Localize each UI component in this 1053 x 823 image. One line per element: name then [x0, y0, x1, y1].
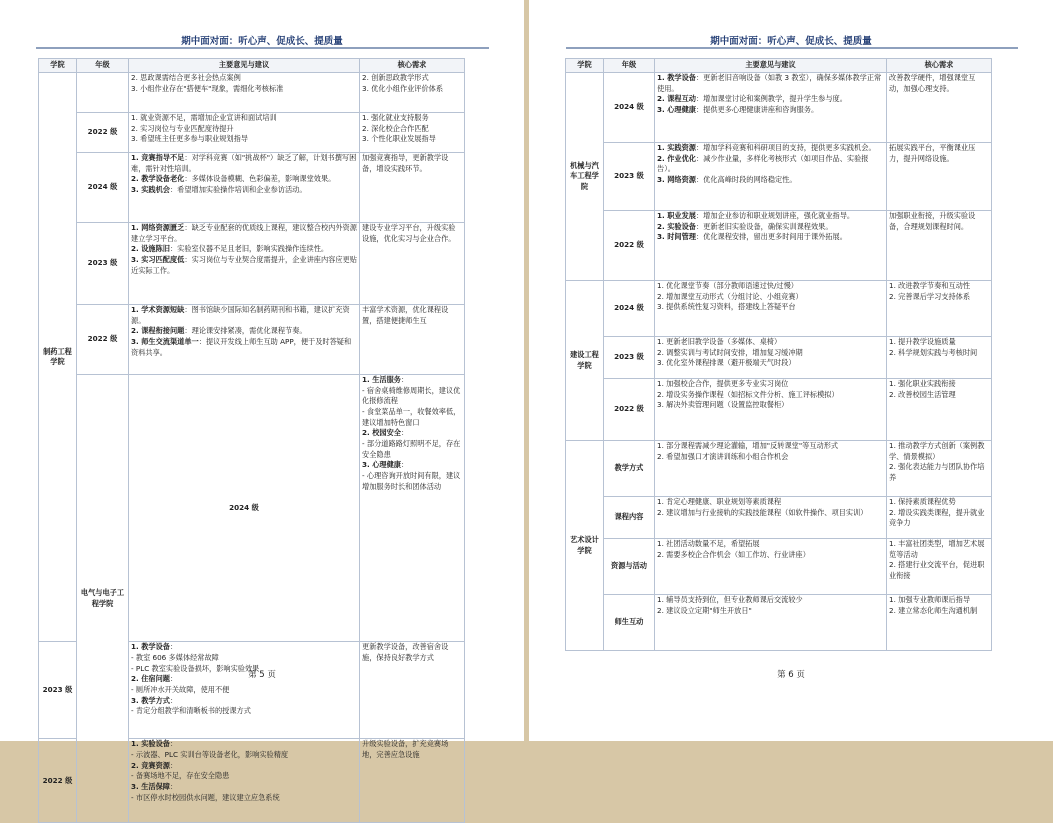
cell-line — [657, 390, 884, 401]
grade-cell: 2024 级 — [77, 153, 129, 223]
cell-line — [362, 223, 462, 244]
table-row — [566, 441, 992, 497]
bold-text: 2. 课程衔接问题 — [131, 326, 185, 336]
text: 3. 优化室外课程排课（避开极端天气时段） — [657, 358, 796, 368]
bold-text: 2. 课程互动 — [657, 94, 696, 104]
grade-cell: 2022 级 — [39, 739, 77, 823]
cell-line — [131, 750, 357, 761]
bold-text: 1. 生活服务 — [362, 375, 401, 384]
text: 改善教学硬件，增强课堂互动，加强心理支持。 — [889, 73, 976, 93]
grade-cell: 2022 级 — [77, 113, 129, 153]
text: 3. 希望班主任更多参与职业规划指导 — [131, 134, 248, 144]
grade-cell: 师生互动 — [604, 595, 655, 651]
cell-line — [131, 337, 357, 358]
text: ： — [169, 695, 178, 705]
cell-line — [362, 739, 462, 760]
text: ：多媒体设备模糊、色彩偏差，影响课堂效果。 — [184, 174, 336, 184]
suggestions-cell — [655, 441, 887, 497]
table-header-row — [39, 59, 465, 73]
cell-line — [362, 428, 462, 439]
school-cell: 制药工程学院 — [39, 73, 77, 642]
text: ： — [169, 642, 178, 652]
cell-line — [889, 348, 989, 359]
text: 2. 实习岗位与专业匹配度待提升 — [131, 123, 234, 133]
document-page-6 — [529, 0, 1053, 741]
needs-cell — [887, 73, 992, 143]
cell-line — [889, 211, 989, 232]
text: 丰富学术资源，优化课程设置，搭建便捷师生互 — [362, 305, 449, 325]
text: 2. 增加课堂互动形式（分组讨论、小组竞赛） — [657, 291, 803, 301]
grade-cell: 教学方式 — [604, 441, 655, 497]
text: 1. 社团活动数量不足，希望拓展 — [657, 539, 760, 548]
text: ：优化高峰时段的网络稳定性。 — [695, 174, 797, 184]
document-page-5 — [0, 0, 524, 802]
bold-text: 3. 实习匹配度低 — [131, 254, 185, 264]
cell-line — [657, 222, 884, 233]
text: 2. 希望加强口才演讲训练和小组合作机会 — [657, 451, 789, 461]
cell-line — [889, 281, 989, 292]
text: ：更新老旧实验设备，确保实训课程效果。 — [695, 221, 833, 231]
cell-line — [657, 508, 884, 519]
grade-cell: 2024 级 — [604, 281, 655, 337]
school-cell: 建设工程学院 — [566, 281, 604, 441]
text: 2. 建议增加与行业接轨的实践技能课程（如软件操作、项目实训） — [657, 507, 868, 517]
bold-text: 2. 住宿问题 — [131, 674, 170, 684]
header-suggestions: 主要意见与建议 — [655, 59, 887, 73]
text: 1. 就业资源不足，需增加企业宣讲和面试培训 — [131, 113, 277, 122]
cell-line — [889, 462, 989, 483]
needs-cell — [360, 73, 465, 113]
suggestions-cell — [129, 739, 360, 823]
table-row — [566, 337, 992, 379]
text: ：增加学科竞赛和科研项目的支持，提供更多实践机会。 — [695, 143, 876, 152]
cell-line — [131, 782, 357, 793]
cell-line — [362, 407, 462, 428]
text: 1. 加强校企合作，提供更多专业实习岗位 — [657, 379, 789, 388]
bold-text: 2. 设施陈旧 — [131, 244, 170, 254]
bold-text: 3. 师生交流渠道单一 — [131, 336, 199, 346]
table-row — [566, 73, 992, 143]
needs-cell — [887, 337, 992, 379]
text: 2. 深化校企合作匹配 — [362, 123, 429, 133]
cell-line — [131, 771, 357, 782]
grade-cell: 2024 级 — [129, 375, 360, 642]
cell-line — [889, 337, 989, 348]
table-row — [566, 143, 992, 211]
header-grade: 年级 — [77, 59, 129, 73]
cell-line — [131, 739, 357, 750]
grade-cell: 2022 级 — [604, 211, 655, 281]
text: ：更新老旧音响设备（如教 3 教室），确保多媒体教学正常使用。 — [657, 73, 882, 93]
needs-cell — [887, 539, 992, 595]
cell-line — [657, 73, 884, 94]
feedback-table — [38, 58, 465, 823]
text: 更新教学设备，改善宿舍设施，保持良好教学方式 — [362, 642, 449, 663]
bold-text: 1. 学术资源短缺 — [131, 305, 185, 314]
cell-line — [362, 113, 462, 124]
text: 2. 需要多校企合作机会（如工作坊、行业讲座） — [657, 549, 810, 559]
text: 1. 强化职业实践衔接 — [889, 379, 956, 388]
bold-text: 3. 实践机会 — [131, 184, 170, 194]
text: - 教室 606 多媒体经常故障 — [131, 653, 219, 663]
suggestions-cell — [655, 595, 887, 651]
header-grade: 年级 — [604, 59, 655, 73]
needs-cell — [360, 305, 465, 375]
cell-line — [131, 761, 357, 772]
cell-line — [362, 305, 462, 326]
cell-line — [131, 244, 357, 255]
text: ：理论课安排紧凑，需优化课程节奏。 — [184, 326, 307, 336]
text: 1. 更新老旧教学设备（多媒体、桌椅） — [657, 337, 782, 346]
text: 3. 提供系统性复习资料，搭建线上答疑平台 — [657, 302, 796, 312]
needs-cell — [360, 153, 465, 223]
cell-line — [131, 326, 357, 337]
text: ：实验室仪器不足且老旧，影响实践操作连续性。 — [169, 244, 329, 254]
cell-line — [131, 793, 357, 804]
text: - 市区停水时校园供水问题，建议建立应急系统 — [131, 792, 280, 802]
cell-line — [131, 223, 357, 244]
cell-line — [131, 124, 357, 135]
suggestions-cell — [655, 379, 887, 441]
text: ：优化课程安排，留出更多时间用于课外拓展。 — [695, 232, 847, 242]
grade-cell: 2023 级 — [604, 143, 655, 211]
text: 2. 调整实训与考试时间安排，增加复习缓冲期 — [657, 347, 803, 357]
cell-line — [362, 471, 462, 492]
text: 1. 强化就业支持服务 — [362, 113, 429, 122]
text: 1. 优化课堂节奏（部分教师语速过快/过慢） — [657, 281, 798, 290]
bold-text: 2. 教学设备老化 — [131, 174, 185, 184]
text: 2. 建立常态化师生沟通机制 — [889, 605, 978, 615]
suggestions-cell — [655, 73, 887, 143]
text: 3. 个性化职业发展指导 — [362, 134, 436, 144]
cell-line — [131, 696, 357, 707]
header-school: 学院 — [566, 59, 604, 73]
needs-cell — [887, 497, 992, 539]
title-divider — [566, 47, 1018, 49]
cell-line — [657, 143, 884, 154]
needs-cell — [887, 281, 992, 337]
cell-line — [657, 94, 884, 105]
text: 拓展实践平台，平衡课业压力，提升网络设施。 — [889, 143, 976, 163]
grade-cell: 2023 级 — [39, 642, 77, 739]
suggestions-cell — [655, 337, 887, 379]
needs-cell — [887, 595, 992, 651]
cell-line — [131, 84, 357, 95]
cell-line — [362, 153, 462, 174]
bold-text: 1. 职业发展 — [657, 211, 696, 220]
school-cell: 电气与电子工程学院 — [77, 375, 129, 823]
text: 加强职业衔接，升级实验设备，合理规划课程时间。 — [889, 211, 976, 231]
cell-line — [657, 105, 884, 116]
text: ：缺乏专业配套的优质线上课程，建议整合校内外资源建立学习平台。 — [131, 223, 357, 243]
header-school: 学院 — [39, 59, 77, 73]
cell-line — [131, 642, 357, 653]
bold-text: 3. 心理健康 — [362, 460, 401, 470]
page-title: 期中面对面：听心声、促成长、提质量 — [710, 36, 872, 47]
cell-line — [889, 292, 989, 303]
cell-line — [362, 84, 462, 95]
bold-text: 1. 竞赛指导不足 — [131, 153, 185, 162]
cell-line — [657, 211, 884, 222]
grade-cell: 资源与活动 — [604, 539, 655, 595]
text: 2. 完善课后学习支持体系 — [889, 291, 971, 301]
text: 1. 肯定心理健康、职业规划等素质课程 — [657, 497, 782, 506]
text: ：实习岗位与专业契合度需提升，企业讲座内容应更贴近实际工作。 — [131, 254, 357, 275]
cell-line — [131, 706, 357, 717]
cell-line — [657, 400, 884, 411]
grade-cell: 2022 级 — [77, 305, 129, 375]
bold-text: 1. 实践资源 — [657, 143, 696, 152]
table-row — [39, 305, 465, 375]
cell-line — [657, 452, 884, 463]
page-title: 期中面对面：听心声、促成长、提质量 — [181, 36, 343, 47]
page-number: 第 5 页 — [248, 670, 276, 680]
text: - 心理咨询开放时间有限，建议增加服务时长和团体活动 — [362, 470, 461, 491]
text: 2. 改善校园生活管理 — [889, 389, 956, 399]
school-cell: 机械与汽车工程学院 — [566, 73, 604, 281]
bold-text: 1. 实验设备 — [131, 739, 170, 749]
text: ： — [169, 674, 178, 684]
cell-line — [131, 113, 357, 124]
grade-cell: 课程内容 — [604, 497, 655, 539]
text: 3. 优化小组作业评价体系 — [362, 83, 444, 93]
cell-line — [657, 154, 884, 175]
text: - 部分道路路灯照明不足，存在安全隐患 — [362, 438, 461, 459]
text: 3. 解决外卖管理问题（设置监控取餐柜） — [657, 400, 789, 410]
table-row — [566, 595, 992, 651]
text: 2. 搭建行业交流平台，促进职业衔接 — [889, 560, 985, 580]
grade-cell — [77, 73, 129, 113]
text: ： — [400, 375, 409, 384]
text: 3. 小组作业存在"搭便车"现象，需细化考核标准 — [131, 83, 284, 93]
text: ：增加课堂讨论和案例教学，提升学生参与度。 — [695, 94, 847, 104]
cell-line — [362, 460, 462, 471]
title-divider — [36, 47, 489, 49]
text: - PLC 教室实验设备损坏，影响实验效果 — [131, 663, 260, 673]
text: ：提议开发线上师生互助 APP，便于及时答疑和资料共享。 — [131, 336, 352, 357]
text: ：希望增加实验操作培训和企业参访活动。 — [169, 184, 307, 194]
text: 升级实验设备，扩充竞赛场地，完善应急设施 — [362, 739, 449, 760]
grade-cell: 2023 级 — [604, 337, 655, 379]
header-needs: 核心需求 — [360, 59, 465, 73]
cell-line — [657, 539, 884, 550]
cell-line — [657, 292, 884, 303]
text: - 厕所冲水开关故障，使用不便 — [131, 685, 230, 695]
cell-line — [657, 497, 884, 508]
suggestions-cell — [129, 153, 360, 223]
text: 1. 改进教学节奏和互动性 — [889, 281, 971, 290]
text: ： — [400, 460, 409, 470]
cell-line — [657, 348, 884, 359]
bold-text: 3. 心理健康 — [657, 104, 696, 114]
text: ： — [169, 739, 178, 749]
cell-line — [131, 255, 357, 276]
needs-cell — [360, 223, 465, 305]
cell-line — [657, 175, 884, 186]
cell-line — [131, 73, 357, 84]
cell-line — [889, 560, 989, 581]
suggestions-cell — [129, 73, 360, 113]
grade-cell: 2022 级 — [604, 379, 655, 441]
text: 2. 增设实务操作课程（如招标文件分析、施工评标模拟） — [657, 389, 839, 399]
text: ：减少作业量，多样化考核形式（如项目作品、实验报告）。 — [657, 153, 869, 174]
text: - 备赛场地不足，存在安全隐患 — [131, 771, 230, 781]
needs-cell — [360, 113, 465, 153]
cell-line — [131, 305, 357, 326]
text: ：对学科竞赛（如"挑战杯"）缺乏了解，计划书撰写困难，需针对性培训。 — [131, 153, 357, 173]
needs-cell — [887, 143, 992, 211]
cell-line — [362, 386, 462, 407]
suggestions-cell — [655, 143, 887, 211]
text: 2. 增设实践类课程，提升就业竞争力 — [889, 507, 985, 528]
text: 2. 思政课需结合更多社会热点案例 — [131, 73, 241, 82]
cell-line — [362, 73, 462, 84]
cell-line — [131, 134, 357, 145]
bold-text: 2. 作业优化 — [657, 153, 696, 163]
cell-line — [131, 153, 357, 174]
bold-text: 1. 教学设备 — [131, 642, 170, 652]
bold-text: 2. 竞赛资源 — [131, 760, 170, 770]
cell-line — [131, 185, 357, 196]
text: - 食堂菜品单一，收餐效率低，建议增加特色窗口 — [362, 406, 461, 427]
text: 2. 建议设立定期"师生开放日" — [657, 605, 752, 615]
text: 2. 科学规划实践与考核时间 — [889, 347, 978, 357]
table-header-row — [566, 59, 992, 73]
feedback-table — [565, 58, 992, 651]
needs-cell — [887, 379, 992, 441]
bold-text: 2. 校园安全 — [362, 428, 401, 438]
text: ：提供更多心理健康讲座和咨询服务。 — [695, 104, 819, 114]
suggestions-cell — [655, 497, 887, 539]
page-number: 第 6 页 — [777, 670, 805, 680]
cell-line — [657, 441, 884, 452]
cell-line — [889, 441, 989, 462]
suggestions-cell — [360, 375, 465, 642]
bold-text: 3. 教学方式 — [131, 695, 170, 705]
header-suggestions: 主要意见与建议 — [129, 59, 360, 73]
cell-line — [657, 302, 884, 313]
cell-line — [889, 390, 989, 401]
cell-line — [362, 124, 462, 135]
suggestions-cell — [129, 113, 360, 153]
cell-line — [889, 497, 989, 508]
suggestions-cell — [129, 223, 360, 305]
grade-cell: 2024 级 — [604, 73, 655, 143]
cell-line — [889, 508, 989, 529]
text: ： — [169, 782, 178, 792]
table-row — [566, 497, 992, 539]
needs-cell — [887, 211, 992, 281]
needs-cell — [887, 441, 992, 497]
cell-line — [889, 539, 989, 560]
cell-line — [889, 379, 989, 390]
cell-line — [657, 379, 884, 390]
text: 加强竞赛指导，更新教学设备，增设实践环节。 — [362, 153, 449, 173]
text: 2. 强化表达能力与团队协作培养 — [889, 462, 985, 482]
cell-line — [362, 439, 462, 460]
table-row — [566, 211, 992, 281]
text: 建设专业学习平台，升级实验设施，优化实习与企业合作。 — [362, 223, 456, 243]
text: 1. 推动教学方式创新（案例教学、情景模拟） — [889, 441, 985, 461]
cell-line — [362, 134, 462, 145]
cell-line — [657, 550, 884, 561]
header-needs: 核心需求 — [887, 59, 992, 73]
cell-line — [657, 337, 884, 348]
bold-text: 1. 教学设备 — [657, 73, 696, 82]
cell-line — [362, 375, 462, 386]
text: 1. 提升教学设施质量 — [889, 337, 956, 346]
text: ：图书馆缺少国际知名制药期刊和书籍，建议扩充资源。 — [131, 305, 350, 325]
table-row — [39, 113, 465, 153]
table-row — [39, 375, 465, 642]
bold-text: 3. 时间管理 — [657, 232, 696, 242]
needs-cell — [360, 642, 465, 739]
table-row — [566, 281, 992, 337]
text: 1. 部分课程需减少理论灌输，增加"反转课堂"等互动形式 — [657, 441, 839, 450]
cell-line — [889, 606, 989, 617]
bold-text: 2. 实验设备 — [657, 221, 696, 231]
cell-line — [131, 653, 357, 664]
text: ： — [169, 760, 178, 770]
cell-line — [131, 174, 357, 185]
text: 1. 辅导员支持到位，但专业教师课后交流较少 — [657, 595, 803, 604]
suggestions-cell — [129, 305, 360, 375]
text: - 宿舍桌椅维修周期长，建议优化报修流程 — [362, 385, 461, 406]
cell-line — [657, 281, 884, 292]
cell-line — [889, 143, 989, 164]
text: ： — [400, 428, 409, 438]
bold-text: 3. 生活保障 — [131, 782, 170, 792]
text: - 示波器、PLC 实训台等设备老化，影响实验精度 — [131, 750, 289, 760]
cell-line — [657, 606, 884, 617]
text: 1. 加强专业教师课后指导 — [889, 595, 971, 604]
table-row — [39, 73, 465, 113]
cell-line — [889, 595, 989, 606]
cell-line — [657, 595, 884, 606]
needs-cell — [360, 739, 465, 823]
text: - 肯定分组教学和清晰板书的授课方式 — [131, 706, 251, 716]
cell-line — [362, 642, 462, 663]
text: 1. 丰富社团类型，增加艺术展览等活动 — [889, 539, 985, 559]
cell-line — [657, 232, 884, 243]
suggestions-cell — [129, 642, 360, 739]
suggestions-cell — [655, 539, 887, 595]
table-row — [566, 379, 992, 441]
cell-line — [131, 685, 357, 696]
table-row — [566, 539, 992, 595]
grade-cell: 2023 级 — [77, 223, 129, 305]
cell-line — [889, 73, 989, 94]
bold-text: 1. 网络资源匮乏 — [131, 223, 185, 232]
suggestions-cell — [655, 211, 887, 281]
table-row — [39, 153, 465, 223]
text: ：增加企业参访和职业规划讲座，强化就业指导。 — [695, 211, 855, 220]
text: 1. 保持素质课程优势 — [889, 497, 956, 506]
text: 2. 创新思政教学形式 — [362, 73, 429, 82]
bold-text: 3. 网络资源 — [657, 174, 696, 184]
table-row — [39, 223, 465, 305]
cell-line — [657, 358, 884, 369]
suggestions-cell — [655, 281, 887, 337]
school-cell: 艺术设计学院 — [566, 441, 604, 651]
